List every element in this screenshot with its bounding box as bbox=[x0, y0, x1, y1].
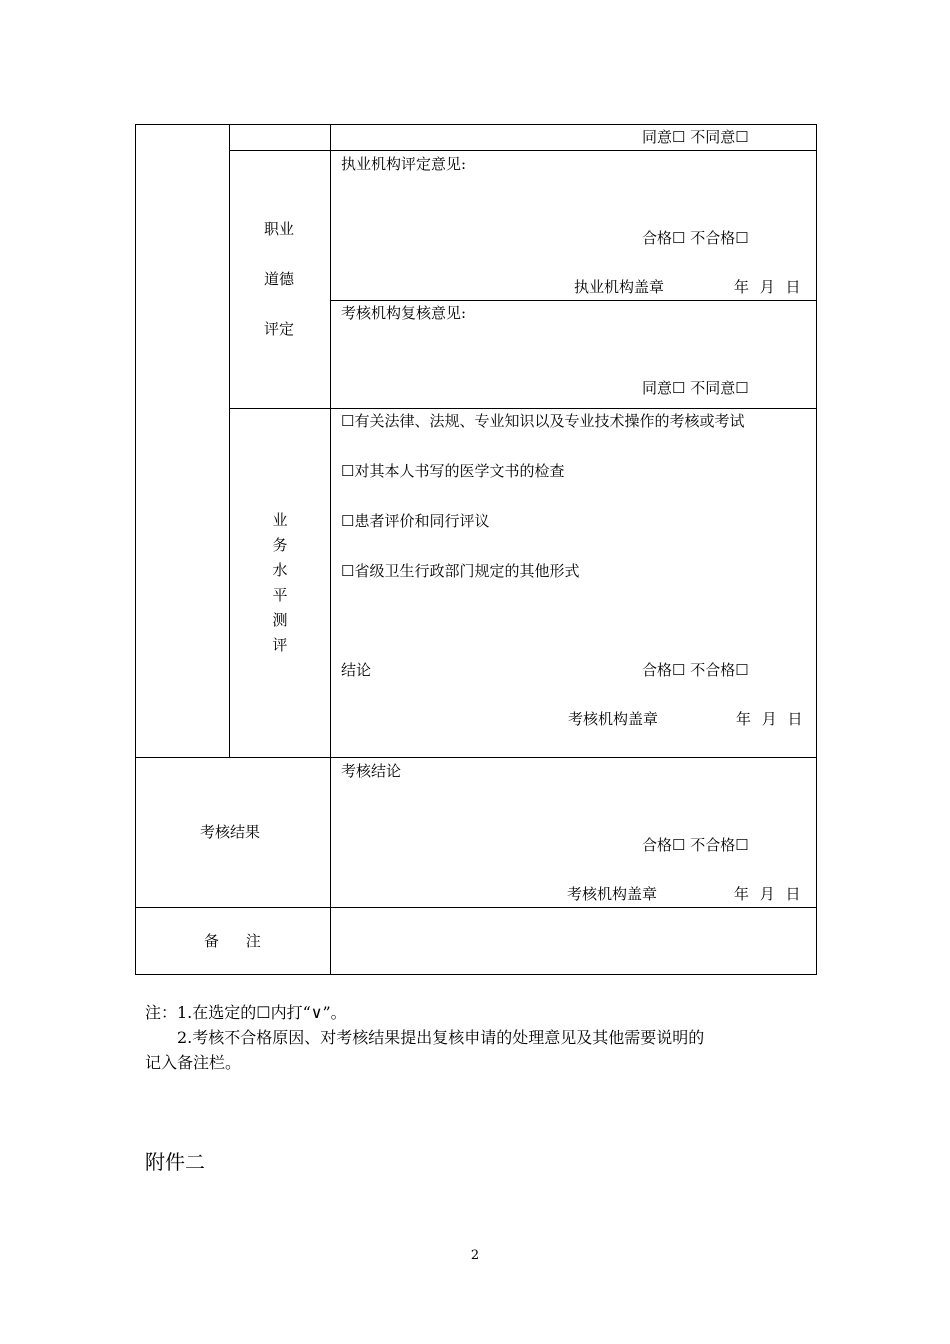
top-agree-checkboxes[interactable]: 同意☐ 不同意☐ bbox=[642, 128, 749, 146]
note-line-1: 注：1.在选定的☐内打“∨”。 bbox=[145, 1003, 347, 1022]
skill-label-char: 务 bbox=[272, 536, 288, 554]
note-line-3: 记入备注栏。 bbox=[145, 1053, 242, 1072]
skill-conclusion-label: 结论 bbox=[341, 661, 372, 679]
table-line bbox=[229, 150, 817, 151]
remarks-field[interactable] bbox=[332, 909, 815, 973]
skill-date-label: 年 月 日 bbox=[736, 710, 803, 728]
skill-option-peer-review[interactable]: ☐患者评价和同行评议 bbox=[341, 512, 490, 530]
table-line bbox=[229, 124, 230, 758]
exec-date-label: 年 月 日 bbox=[734, 278, 801, 296]
table-border-top bbox=[135, 124, 817, 125]
skill-seal-label: 考核机构盖章 bbox=[568, 710, 659, 728]
table-border-bottom bbox=[135, 974, 817, 975]
skill-label-char: 水 bbox=[272, 561, 288, 579]
table-line bbox=[330, 124, 331, 975]
note-line-2: 2.考核不合格原因、对考核结果提出复核申请的处理意见及其他需要说明的 bbox=[177, 1028, 705, 1047]
skill-option-document-check[interactable]: ☐对其本人书写的医学文书的检查 bbox=[341, 462, 565, 480]
skill-option-law-exam[interactable]: ☐有关法律、法规、专业知识以及专业技术操作的考核或考试 bbox=[341, 412, 745, 430]
result-label: 考核结果 bbox=[200, 823, 261, 841]
skill-label-char: 测 bbox=[272, 611, 288, 629]
ethics-label-line2: 道德 bbox=[264, 270, 295, 288]
result-seal-label: 考核机构盖章 bbox=[567, 885, 658, 903]
skill-label-char: 业 bbox=[272, 511, 288, 529]
table-line bbox=[330, 300, 817, 301]
table-line bbox=[135, 757, 817, 758]
table-line bbox=[135, 907, 817, 908]
page-number: 2 bbox=[470, 1248, 480, 1263]
exec-seal-label: 执业机构盖章 bbox=[574, 278, 665, 296]
attachment-heading: 附件二 bbox=[145, 1150, 205, 1174]
review-opinion-label: 考核机构复核意见: bbox=[341, 304, 467, 322]
review-result-checkboxes[interactable]: 同意☐ 不同意☐ bbox=[642, 379, 749, 397]
table-border-left bbox=[135, 124, 136, 975]
result-conclusion-checkboxes[interactable]: 合格☐ 不合格☐ bbox=[642, 836, 749, 854]
skill-label-char: 平 bbox=[272, 586, 288, 604]
skill-conclusion-checkboxes[interactable]: 合格☐ 不合格☐ bbox=[642, 661, 749, 679]
result-date-label: 年 月 日 bbox=[734, 885, 801, 903]
remarks-label: 备 注 bbox=[204, 932, 261, 950]
ethics-label-line3: 评定 bbox=[264, 320, 295, 338]
table-border-right bbox=[816, 124, 817, 975]
skill-label-char: 评 bbox=[272, 636, 288, 654]
table-line bbox=[229, 408, 817, 409]
ethics-label-line1: 职业 bbox=[264, 220, 295, 238]
exec-opinion-label: 执业机构评定意见: bbox=[341, 155, 467, 173]
result-conclusion-label: 考核结论 bbox=[341, 762, 402, 780]
skill-option-other-forms[interactable]: ☐省级卫生行政部门规定的其他形式 bbox=[341, 562, 580, 580]
exec-result-checkboxes[interactable]: 合格☐ 不合格☐ bbox=[642, 229, 749, 247]
